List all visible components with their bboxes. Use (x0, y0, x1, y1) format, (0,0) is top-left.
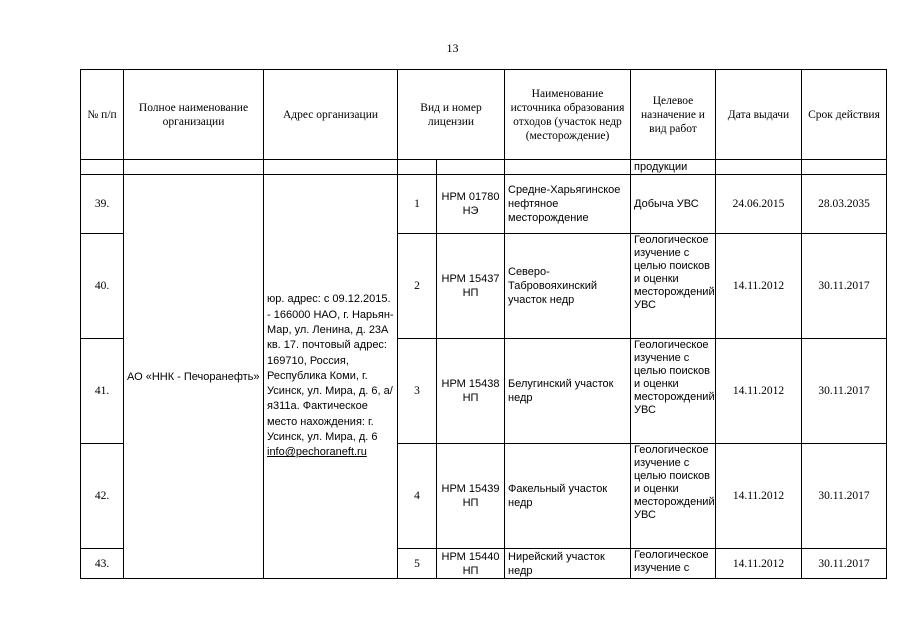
header-issue-date: Дата выдачи (716, 70, 802, 160)
row-number: 41. (81, 339, 124, 444)
header-source: Наименование источника образования отходов (участок недр (месторождение) (505, 70, 631, 160)
row-number: 39. (81, 175, 124, 234)
organization-name: АО «ННК - Печоранефть» (124, 175, 264, 579)
validity-date: 28.03.2035 (802, 175, 887, 234)
page-number: 13 (446, 41, 459, 55)
header-license: Вид и номер лицензии (398, 70, 505, 160)
row-number: 43. (81, 549, 124, 579)
continuation-row (81, 160, 887, 175)
organization-address: юр. адрес: с 09.12.2015. - 166000 НАО, г. Нарьян-Мар, ул. Ленина, д. 23А кв. 17. почтовый адрес: 169710, Россия, Республика Коми, г. Усинск, ул. Мира, д. 6, а/я311а. Фактическое место нахождения: г. Усинск, ул. Мира, д. 6 (267, 293, 394, 444)
row-number: 40. (81, 234, 124, 339)
license-index: 3 (398, 339, 437, 444)
license-index: 5 (398, 549, 437, 579)
source-name: Средне-Харьягинское нефтяное месторождение (505, 175, 631, 234)
issue-date: 14.11.2012 (716, 339, 802, 444)
issue-date: 14.11.2012 (716, 444, 802, 549)
header-purpose: Целевое назначение и вид работ (631, 70, 716, 160)
validity-date: 30.11.2017 (802, 339, 887, 444)
source-name: Факельный участок недр (505, 444, 631, 549)
table-row (81, 175, 887, 234)
purpose: Геологическое изучение с целью поисков и оценки месторождений УВС (631, 234, 716, 339)
license-number: НРМ 15438 НП (437, 339, 505, 444)
organization-email-link[interactable]: info@pechoraneft.ru (267, 446, 367, 459)
header-validity: Срок действия (802, 70, 887, 160)
source-name: Нирейский участок недр (505, 549, 631, 579)
header-row (81, 70, 887, 160)
header-address: Адрес организации (264, 70, 398, 160)
issue-date: 14.11.2012 (716, 234, 802, 339)
purpose: Геологическое изучение с целью поисков и оценки месторождений УВС (631, 444, 716, 549)
license-index: 1 (398, 175, 437, 234)
validity-date: 30.11.2017 (802, 549, 887, 579)
validity-date: 30.11.2017 (802, 444, 887, 549)
issue-date: 24.06.2015 (716, 175, 802, 234)
header-org-name: Полное наименование организации (124, 70, 264, 160)
license-number: НРМ 15440 НП (437, 549, 505, 579)
header-num: № п/п (81, 70, 124, 160)
license-index: 2 (398, 234, 437, 339)
purpose: Геологическое изучение с (631, 549, 716, 579)
license-index: 4 (398, 444, 437, 549)
continuation-purpose: продукции (631, 160, 716, 175)
license-number: НРМ 15439 НП (437, 444, 505, 549)
source-name: Северо-Табровояхинский участок недр (505, 234, 631, 339)
source-name: Белугинский участок недр (505, 339, 631, 444)
row-number: 42. (81, 444, 124, 549)
license-number: НРМ 01780 НЭ (437, 175, 505, 234)
license-number: НРМ 15437 НП (437, 234, 505, 339)
issue-date: 14.11.2012 (716, 549, 802, 579)
license-registry-table (80, 69, 887, 579)
purpose: Геологическое изучение с целью поисков и оценки месторождений УВС (631, 339, 716, 444)
validity-date: 30.11.2017 (802, 234, 887, 339)
purpose: Добыча УВС (631, 175, 716, 234)
organization-address-cell (264, 175, 398, 579)
